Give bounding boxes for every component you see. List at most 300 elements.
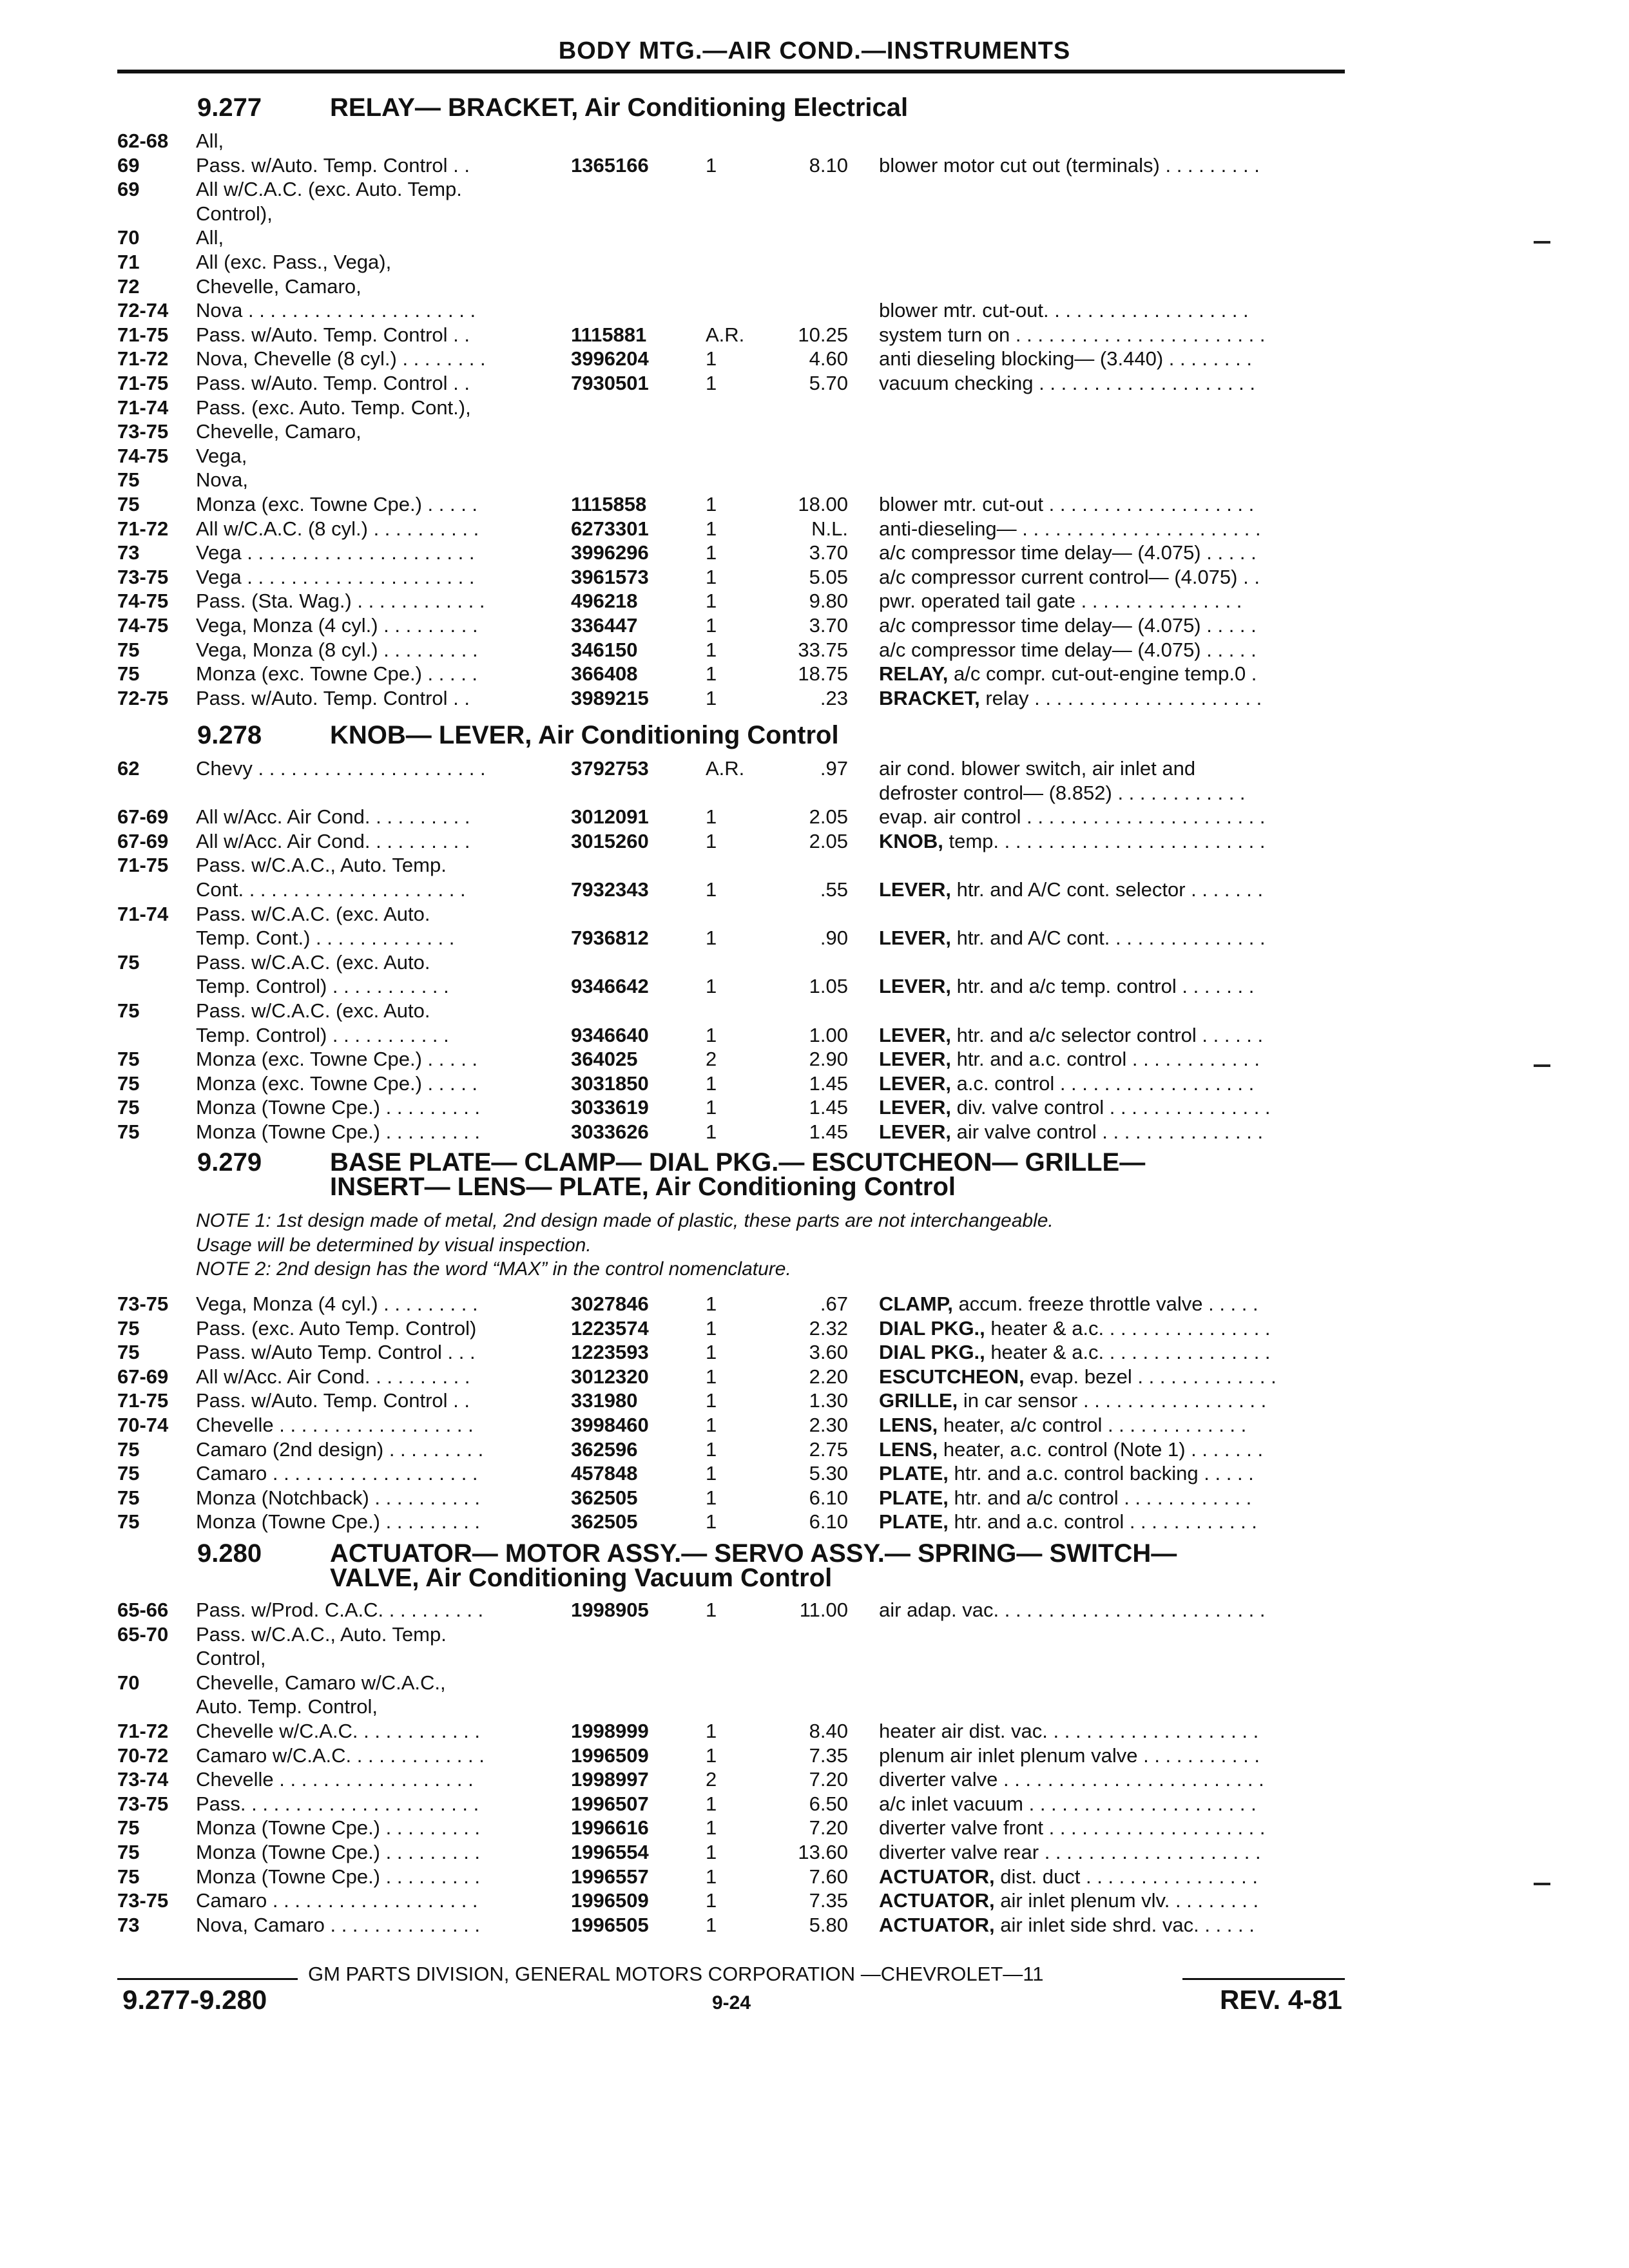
model-application: Chevelle, Camaro,	[196, 420, 361, 443]
parts-row	[0, 1865, 1629, 1889]
parts-row	[0, 1413, 1629, 1437]
quantity: 1	[706, 493, 717, 515]
parts-row	[0, 129, 1629, 153]
list-price: 7.35	[809, 1889, 848, 1912]
description-text: system turn on . . . . . . . . . . . . . . . . . . . . . . .	[879, 323, 1266, 346]
model-year: 73-74	[117, 1768, 169, 1791]
model-year: 72-75	[117, 687, 169, 709]
quantity: 1	[706, 830, 717, 852]
model-application: Vega, Monza (4 cyl.) . . . . . . . . .	[196, 614, 478, 637]
part-name: LEVER,	[879, 1024, 951, 1046]
model-application: Nova, Chevelle (8 cyl.) . . . . . . . .	[196, 347, 486, 370]
part-name: DIAL PKG.,	[879, 1341, 985, 1363]
part-description	[879, 1888, 1345, 1913]
part-number: 1998999	[571, 1720, 649, 1742]
model-application: Temp. Control) . . . . . . . . . . .	[196, 1024, 449, 1046]
parts-row	[0, 298, 1629, 323]
model-application: Monza (exc. Towne Cpe.) . . . . .	[196, 493, 478, 515]
part-number: 1115881	[571, 323, 647, 346]
model-year: 75	[117, 1096, 140, 1119]
parts-row	[0, 1719, 1629, 1744]
part-description	[879, 1120, 1345, 1144]
margin-mark	[1534, 1064, 1550, 1067]
part-number: 3012091	[571, 805, 649, 828]
list-price: 6.10	[809, 1486, 848, 1509]
description-text: anti-dieseling— . . . . . . . . . . . . . . . . . . . . . .	[879, 517, 1261, 540]
list-price: .23	[820, 687, 848, 709]
part-description	[879, 565, 1345, 590]
description-text: htr. and A/C cont. selector . . . . . . .	[950, 878, 1264, 901]
part-description	[879, 878, 1345, 902]
quantity: 1	[706, 975, 717, 997]
description-text: air cond. blower switch, air inlet and	[879, 757, 1196, 780]
model-application: Pass. w/C.A.C., Auto. Temp.	[196, 854, 447, 876]
parts-row	[0, 756, 1629, 781]
part-description	[879, 756, 1345, 781]
model-application: Camaro (2nd design) . . . . . . . . .	[196, 1438, 484, 1461]
list-price: 1.45	[809, 1072, 848, 1095]
parts-row	[0, 1913, 1629, 1937]
list-price: .55	[820, 878, 848, 901]
part-name: LEVER,	[879, 927, 951, 949]
quantity: 1	[706, 1510, 717, 1533]
model-application: Monza (Towne Cpe.) . . . . . . . . .	[196, 1841, 481, 1863]
model-year: 70-72	[117, 1744, 169, 1767]
model-application: Auto. Temp. Control,	[196, 1695, 378, 1718]
parts-row	[0, 974, 1629, 999]
list-price: 2.20	[809, 1365, 848, 1388]
parts-row	[0, 1510, 1629, 1534]
part-name: ESCUTCHEON,	[879, 1365, 1025, 1388]
list-price: 3.70	[809, 614, 848, 637]
model-application: Camaro . . . . . . . . . . . . . . . . . . .	[196, 1889, 478, 1912]
model-year: 67-69	[117, 1365, 169, 1388]
model-application: Monza (exc. Towne Cpe.) . . . . .	[196, 662, 478, 685]
section-heading	[197, 723, 839, 747]
list-price: 4.60	[809, 347, 848, 370]
model-year: 71-75	[117, 1389, 169, 1412]
description-text: htr. and a/c selector control . . . . . .	[950, 1024, 1264, 1046]
description-text: blower mtr. cut-out . . . . . . . . . . . . . . . . . . .	[879, 493, 1255, 515]
part-number: 1223574	[571, 1317, 649, 1340]
parts-row	[0, 926, 1629, 950]
quantity: 1	[706, 1365, 717, 1388]
model-year: 75	[117, 1841, 140, 1863]
parts-row	[0, 565, 1629, 590]
quantity: 1	[706, 662, 717, 685]
description-text: pwr. operated tail gate . . . . . . . . . . . . . . .	[879, 590, 1242, 612]
model-application: Temp. Cont.) . . . . . . . . . . . . .	[196, 927, 455, 949]
description-text: a/c compressor time delay— (4.075) . . . . .	[879, 614, 1257, 637]
model-year: 71-75	[117, 323, 169, 346]
list-price: 2.75	[809, 1438, 848, 1461]
description-text: diverter valve rear . . . . . . . . . . . . . . . . . . . .	[879, 1841, 1261, 1863]
list-price: 1.00	[809, 1024, 848, 1046]
part-number: 3996296	[571, 541, 649, 564]
quantity: 1	[706, 372, 717, 394]
part-number: 331980	[571, 1389, 638, 1412]
footer-page-number: 9-24	[712, 1992, 751, 2013]
section-title: RELAY— BRACKET, Air Conditioning Electrical	[330, 93, 909, 122]
description-text: heater air dist. vac. . . . . . . . . . . . . . . . . . . .	[879, 1720, 1259, 1742]
parts-row	[0, 613, 1629, 638]
description-text: plenum air inlet plenum valve . . . . . . . . . . .	[879, 1744, 1260, 1767]
section-title-line2: VALVE, Air Conditioning Vacuum Control	[330, 1564, 833, 1592]
part-number: 3015260	[571, 830, 649, 852]
model-application: Pass. w/C.A.C. (exc. Auto.	[196, 903, 430, 925]
part-number: 3998460	[571, 1414, 649, 1436]
parts-row	[0, 1840, 1629, 1865]
quantity: 1	[706, 1841, 717, 1863]
part-description	[879, 1095, 1345, 1120]
quantity: A.R.	[706, 757, 745, 780]
model-application: Monza (Towne Cpe.) . . . . . . . . .	[196, 1510, 481, 1533]
quantity: 1	[706, 1816, 717, 1839]
quantity: 1	[706, 1293, 717, 1315]
part-number: 3027846	[571, 1293, 649, 1315]
part-name: ACTUATOR,	[879, 1889, 995, 1912]
model-application: Nova, Camaro . . . . . . . . . . . . . .	[196, 1914, 481, 1936]
model-application: Vega, Monza (4 cyl.) . . . . . . . . .	[196, 1293, 478, 1315]
quantity: 1	[706, 566, 717, 588]
quantity: A.R.	[706, 323, 745, 346]
parts-row	[0, 492, 1629, 517]
list-price: 1.45	[809, 1096, 848, 1119]
description-text: accum. freeze throttle valve . . . . .	[952, 1293, 1258, 1315]
model-application: Chevelle . . . . . . . . . . . . . . . . . .	[196, 1768, 474, 1791]
part-description	[879, 1365, 1345, 1389]
parts-row	[0, 323, 1629, 347]
model-year: 75	[117, 468, 140, 491]
quantity: 1	[706, 347, 717, 370]
parts-row	[0, 1792, 1629, 1816]
description-text: a/c compressor time delay— (4.075) . . . . .	[879, 639, 1257, 661]
model-application: Camaro . . . . . . . . . . . . . . . . . . .	[196, 1462, 478, 1485]
part-description	[879, 1510, 1345, 1534]
list-price: 8.40	[809, 1720, 848, 1742]
part-description	[879, 638, 1345, 662]
part-description	[879, 805, 1345, 829]
part-name: LEVER,	[879, 1120, 951, 1143]
quantity: 1	[706, 1462, 717, 1485]
quantity: 1	[706, 1072, 717, 1095]
part-number: 362596	[571, 1438, 638, 1461]
parts-row	[0, 1292, 1629, 1316]
model-year: 75	[117, 1865, 140, 1888]
part-number: 3033619	[571, 1096, 649, 1119]
model-application: Monza (exc. Towne Cpe.) . . . . .	[196, 1048, 478, 1070]
list-price: 2.90	[809, 1048, 848, 1070]
model-application: Pass. w/Auto Temp. Control . . .	[196, 1341, 476, 1363]
model-year: 69	[117, 154, 140, 177]
part-description	[879, 1292, 1345, 1316]
section-number: 9.279	[197, 1148, 262, 1177]
quantity: 1	[706, 1341, 717, 1363]
parts-row	[0, 1340, 1629, 1365]
part-number: 1996509	[571, 1744, 649, 1767]
parts-row	[0, 153, 1629, 178]
parts-row	[0, 468, 1629, 492]
parts-row	[0, 1461, 1629, 1486]
list-price: 5.30	[809, 1462, 848, 1485]
part-description	[879, 781, 1345, 805]
description-text: heater & a.c. . . . . . . . . . . . . . . .	[985, 1317, 1271, 1340]
part-number: 3792753	[571, 757, 649, 780]
model-year: 75	[117, 999, 140, 1022]
model-application: Cont. . . . . . . . . . . . . . . . . . . . .	[196, 878, 466, 901]
parts-row	[0, 1316, 1629, 1341]
parts-row	[0, 902, 1629, 927]
part-name: PLATE,	[879, 1510, 949, 1533]
quantity: 2	[706, 1768, 717, 1791]
part-description	[879, 1767, 1345, 1792]
footer-division: GM PARTS DIVISION, GENERAL MOTORS CORPORATION —CHEVROLET—11	[308, 1963, 1044, 1985]
list-price: 3.60	[809, 1341, 848, 1363]
list-price: 6.50	[809, 1792, 848, 1815]
model-application: Chevelle . . . . . . . . . . . . . . . . . .	[196, 1414, 474, 1436]
part-description	[879, 1389, 1345, 1413]
list-price: 7.35	[809, 1744, 848, 1767]
model-application: All,	[196, 130, 224, 152]
part-number: 7936812	[571, 927, 649, 949]
model-application: All (exc. Pass., Vega),	[196, 251, 392, 273]
quantity: 1	[706, 614, 717, 637]
model-application: Monza (Towne Cpe.) . . . . . . . . .	[196, 1816, 481, 1839]
margin-mark	[1534, 1883, 1550, 1885]
part-name: ACTUATOR,	[879, 1914, 995, 1936]
model-year: 75	[117, 1486, 140, 1509]
model-application: Control,	[196, 1647, 266, 1669]
section-note: NOTE 1: 1st design made of metal, 2nd design made of plastic, these parts are not interchangeable.	[196, 1210, 1054, 1231]
list-price: 33.75	[798, 639, 848, 661]
part-number: 3989215	[571, 687, 649, 709]
list-price: 2.30	[809, 1414, 848, 1436]
model-application: All w/C.A.C. (exc. Auto. Temp.	[196, 178, 462, 200]
description-text: htr. and a.c. control . . . . . . . . . . . .	[950, 1048, 1260, 1070]
list-price: 5.70	[809, 372, 848, 394]
list-price: 6.10	[809, 1510, 848, 1533]
part-description	[879, 1023, 1345, 1048]
part-name: BRACKET,	[879, 687, 980, 709]
list-price: 7.60	[809, 1865, 848, 1888]
parts-row	[0, 829, 1629, 854]
list-price: 1.05	[809, 975, 848, 997]
model-year: 70	[117, 1671, 140, 1694]
list-price: 8.10	[809, 154, 848, 177]
list-price: 1.45	[809, 1120, 848, 1143]
section-note: Usage will be determined by visual inspection.	[196, 1234, 592, 1256]
description-text: evap. bezel . . . . . . . . . . . . .	[1024, 1365, 1277, 1388]
part-number: 457848	[571, 1462, 638, 1485]
part-number: 3996204	[571, 347, 649, 370]
list-price: 13.60	[798, 1841, 848, 1863]
model-application: Pass. (exc. Auto Temp. Control)	[196, 1317, 477, 1340]
model-year: 71-72	[117, 1720, 169, 1742]
list-price: 5.05	[809, 566, 848, 588]
part-description	[879, 1340, 1345, 1365]
footer-group-range: 9.277-9.280	[122, 1984, 267, 2015]
model-application: Vega . . . . . . . . . . . . . . . . . . . . .	[196, 541, 475, 564]
part-name: RELAY,	[879, 662, 949, 685]
description-text: relay . . . . . . . . . . . . . . . . . . . . .	[979, 687, 1262, 709]
part-description	[879, 1816, 1345, 1840]
section-number: 9.277	[197, 93, 262, 122]
model-year: 67-69	[117, 830, 169, 852]
parts-row	[0, 781, 1629, 805]
description-text: dist. duct . . . . . . . . . . . . . . . .	[994, 1865, 1258, 1888]
model-application: Chevy . . . . . . . . . . . . . . . . . . . . .	[196, 757, 486, 780]
part-number: 1223593	[571, 1341, 649, 1363]
model-application: Pass. . . . . . . . . . . . . . . . . . . . . .	[196, 1792, 479, 1815]
parts-row	[0, 1767, 1629, 1792]
list-price: 7.20	[809, 1768, 848, 1791]
model-application: Camaro w/C.A.C. . . . . . . . . . . . .	[196, 1744, 485, 1767]
parts-row	[0, 1622, 1629, 1647]
quantity: 1	[706, 1096, 717, 1119]
part-number: 366408	[571, 662, 638, 685]
list-price: 7.20	[809, 1816, 848, 1839]
model-year: 73-75	[117, 1889, 169, 1912]
list-price: 3.70	[809, 541, 848, 564]
model-year: 75	[117, 1048, 140, 1070]
description-text: air inlet plenum vlv. . . . . . . . .	[994, 1889, 1259, 1912]
list-price: 2.32	[809, 1317, 848, 1340]
description-text: diverter valve front . . . . . . . . . . . . . . . . . . . .	[879, 1816, 1266, 1839]
description-text: a/c compressor current control— (4.075) . .	[879, 566, 1260, 588]
model-application: Pass. w/C.A.C., Auto. Temp.	[196, 1623, 447, 1646]
part-description	[879, 153, 1345, 178]
model-application: All,	[196, 226, 224, 249]
description-text: htr. and a.c. control backing . . . . .	[948, 1462, 1254, 1485]
parts-row	[0, 1437, 1629, 1462]
list-price: 9.80	[809, 590, 848, 612]
part-description	[879, 1744, 1345, 1768]
section-heading	[197, 95, 908, 120]
part-number: 336447	[571, 614, 638, 637]
description-text: a/c compr. cut-out-engine temp.0 .	[948, 662, 1257, 685]
part-name: LEVER,	[879, 975, 951, 997]
model-application: Pass. (Sta. Wag.) . . . . . . . . . . . .	[196, 590, 485, 612]
parts-row	[0, 1047, 1629, 1072]
description-text: air adap. vac. . . . . . . . . . . . . . . . . . . . . . . . .	[879, 1599, 1266, 1621]
part-number: 9346640	[571, 1024, 649, 1046]
parts-row	[0, 202, 1629, 226]
part-number: 6273301	[571, 517, 649, 540]
model-year: 75	[117, 493, 140, 515]
parts-row	[0, 177, 1629, 202]
model-year: 75	[117, 1120, 140, 1143]
model-year: 73-75	[117, 420, 169, 443]
model-year: 73	[117, 1914, 140, 1936]
model-year: 72-74	[117, 299, 169, 322]
part-description	[879, 541, 1345, 565]
parts-row	[0, 419, 1629, 444]
quantity: 1	[706, 1317, 717, 1340]
list-price: 18.00	[798, 493, 848, 515]
model-year: 71-75	[117, 372, 169, 394]
part-number: 7930501	[571, 372, 649, 394]
model-application: Pass. w/Auto. Temp. Control . .	[196, 687, 470, 709]
part-description	[879, 1865, 1345, 1889]
parts-row	[0, 1646, 1629, 1671]
part-description	[879, 1437, 1345, 1462]
model-application: Pass. w/Auto. Temp. Control . .	[196, 1389, 470, 1412]
part-name: PLATE,	[879, 1462, 949, 1485]
part-description	[879, 589, 1345, 613]
model-year: 65-66	[117, 1599, 169, 1621]
part-number: 1996509	[571, 1889, 649, 1912]
parts-row	[0, 1486, 1629, 1510]
model-application: Nova . . . . . . . . . . . . . . . . . . . . .	[196, 299, 476, 322]
part-name: LENS,	[879, 1438, 938, 1461]
description-text: heater, a.c. control (Note 1) . . . . . . .	[938, 1438, 1264, 1461]
model-year: 65-70	[117, 1623, 169, 1646]
part-number: 7932343	[571, 878, 649, 901]
part-description	[879, 1316, 1345, 1341]
part-description	[879, 1840, 1345, 1865]
parts-row	[0, 1888, 1629, 1913]
description-text: a/c inlet vacuum . . . . . . . . . . . . . . . . . . . . .	[879, 1792, 1257, 1815]
part-number: 1996554	[571, 1841, 649, 1863]
part-description	[879, 1072, 1345, 1096]
quantity: 1	[706, 1865, 717, 1888]
description-text: htr. and a/c temp. control . . . . . . .	[950, 975, 1255, 997]
model-application: Control),	[196, 202, 273, 225]
model-application: Pass. w/Auto. Temp. Control . .	[196, 323, 470, 346]
part-number: 1115858	[571, 493, 647, 515]
description-text: diverter valve . . . . . . . . . . . . . . . . . . . . . . . .	[879, 1768, 1264, 1791]
part-number: 3961573	[571, 566, 649, 588]
list-price: 11.00	[799, 1599, 848, 1621]
model-year: 73	[117, 541, 140, 564]
part-description	[879, 347, 1345, 371]
model-year: 74-75	[117, 614, 169, 637]
section-title: KNOB— LEVER, Air Conditioning Control	[330, 721, 839, 749]
quantity: 1	[706, 1438, 717, 1461]
parts-row	[0, 1095, 1629, 1120]
model-year: 71-74	[117, 396, 169, 419]
model-application: Pass. w/C.A.C. (exc. Auto.	[196, 999, 430, 1022]
footer-rule-left	[117, 1978, 298, 1980]
model-application: Monza (exc. Towne Cpe.) . . . . .	[196, 1072, 478, 1095]
part-description	[879, 517, 1345, 541]
parts-row	[0, 853, 1629, 878]
part-name: LEVER,	[879, 1048, 951, 1070]
quantity: 1	[706, 1914, 717, 1936]
parts-row	[0, 1695, 1629, 1719]
description-text: air valve control . . . . . . . . . . . . . . .	[950, 1120, 1264, 1143]
model-application: Temp. Control) . . . . . . . . . . .	[196, 975, 449, 997]
description-text: heater, a/c control . . . . . . . . . . . . .	[938, 1414, 1247, 1436]
model-application: Pass. (exc. Auto. Temp. Cont.),	[196, 396, 471, 419]
quantity: 1	[706, 1024, 717, 1046]
part-number: 1365166	[571, 154, 649, 177]
quantity: 1	[706, 1599, 717, 1621]
parts-row	[0, 1598, 1629, 1622]
quantity: 1	[706, 639, 717, 661]
description-text: air inlet side shrd. vac. . . . . .	[994, 1914, 1255, 1936]
description-text: htr. and A/C cont. . . . . . . . . . . . . . .	[950, 927, 1266, 949]
quantity: 1	[706, 1389, 717, 1412]
description-text: in car sensor . . . . . . . . . . . . . . . . .	[958, 1389, 1267, 1412]
model-year: 70-74	[117, 1414, 169, 1436]
list-price: 2.05	[809, 830, 848, 852]
section-number: 9.278	[197, 721, 262, 749]
model-year: 71-75	[117, 854, 169, 876]
quantity: 1	[706, 878, 717, 901]
part-description	[879, 1792, 1345, 1816]
part-number: 1998905	[571, 1599, 649, 1621]
